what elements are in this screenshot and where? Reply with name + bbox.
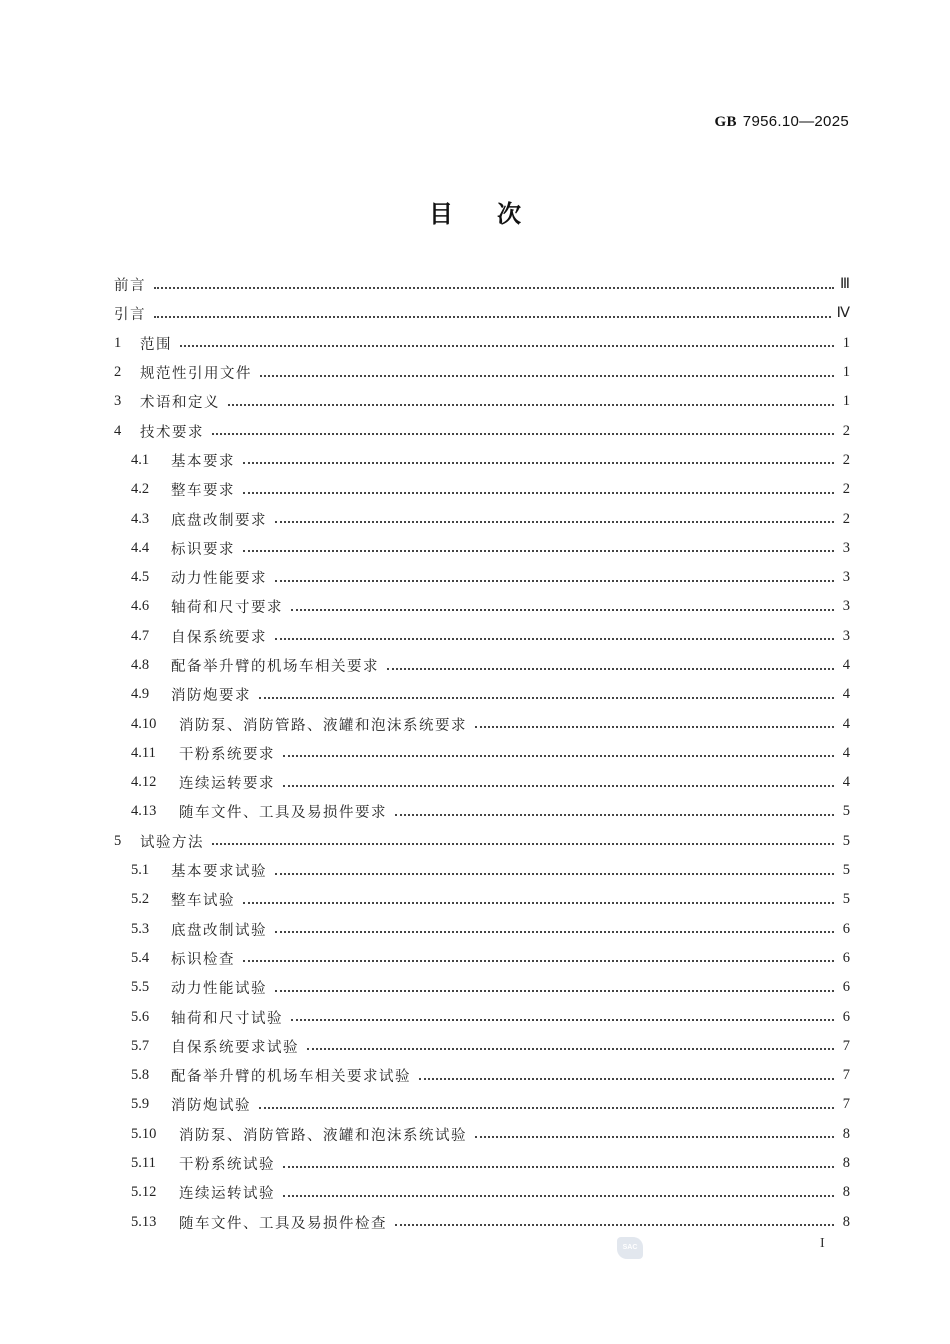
toc-entry-title: 配备举升臂的机场车相关要求	[171, 659, 379, 675]
toc-entry[interactable]	[114, 1061, 850, 1090]
toc-entry-number: 5.12	[131, 1184, 157, 1201]
toc-entry-number: 4.5	[131, 569, 150, 586]
toc-entry[interactable]	[114, 1178, 850, 1207]
dot-leader	[259, 1107, 834, 1109]
dot-leader	[180, 345, 834, 347]
toc-entry[interactable]	[114, 622, 850, 651]
dot-leader	[275, 580, 834, 582]
toc-entry-number: 5.13	[131, 1213, 157, 1230]
toc-entry-number: 3	[114, 393, 122, 410]
toc-entry-page: 4	[842, 774, 850, 791]
toc-entry-number: 5.1	[131, 862, 150, 879]
dot-leader	[475, 1136, 834, 1138]
toc-entry-title: 标识检查	[171, 951, 235, 968]
toc-entry-page: 5	[842, 891, 850, 908]
standard-number: 7956.10—2025	[742, 113, 849, 130]
toc-entry[interactable]	[114, 1149, 850, 1178]
toc-entry[interactable]	[114, 504, 850, 533]
dot-leader	[228, 404, 834, 406]
toc-entry-page: 2	[842, 422, 850, 439]
toc-entry-title: 基本要求	[171, 453, 235, 470]
toc-entry-page: 8	[842, 1125, 850, 1142]
toc-entry-title: 连续运转试验	[179, 1186, 275, 1203]
toc-entry-page: 3	[842, 569, 850, 586]
dot-leader	[291, 609, 834, 611]
toc-entry[interactable]	[114, 1032, 850, 1061]
toc-entry-title: 轴荷和尺寸要求	[171, 600, 283, 617]
toc-entry-title: 底盘改制试验	[171, 922, 267, 939]
toc-entry-page: 6	[842, 979, 850, 996]
toc-entry[interactable]	[114, 973, 850, 1002]
toc-entry-number: 5.11	[131, 1155, 156, 1172]
toc-entry-number: 4.2	[131, 481, 150, 498]
dot-leader	[275, 873, 834, 875]
toc-entry-page: 6	[842, 949, 850, 966]
toc-entry-title: 整车要求	[171, 483, 235, 500]
toc-entry-title: 术语和定义	[140, 395, 220, 412]
toc-entry-page: 4	[842, 744, 850, 761]
toc-entry-page: 2	[842, 451, 850, 468]
dot-leader	[283, 785, 834, 787]
toc-entry-title: 动力性能试验	[171, 981, 267, 998]
toc-entry-number: 4.9	[131, 686, 150, 703]
toc-entry-page: 1	[842, 364, 850, 381]
toc-entry-title: 自保系统要求试验	[171, 1039, 299, 1056]
toc-entry-page: 6	[842, 920, 850, 937]
toc-entry-title: 基本要求试验	[171, 864, 267, 881]
toc-entry[interactable]	[114, 446, 850, 475]
toc-entry-page: 5	[842, 832, 850, 849]
toc-entry-number: 4.12	[131, 774, 157, 791]
dot-leader	[275, 990, 834, 992]
toc-entry[interactable]	[114, 1090, 850, 1119]
toc-entry[interactable]	[114, 797, 850, 826]
dot-leader	[275, 638, 834, 640]
toc-entry-title: 消防炮试验	[171, 1098, 251, 1115]
toc-entry-page: 7	[842, 1096, 850, 1113]
toc-entry-number: 5.9	[131, 1096, 150, 1113]
toc-entry-number: 2	[114, 364, 122, 381]
toc-entry-number: 4.8	[131, 657, 150, 673]
toc-entry-title: 干粉系统试验	[179, 1157, 275, 1174]
toc-entry-page: 4	[842, 657, 850, 673]
toc-entry-title: 整车试验	[171, 893, 235, 910]
toc-entry-page: Ⅳ	[836, 305, 850, 322]
dot-leader	[212, 433, 834, 435]
toc-entry-number: 4.6	[131, 598, 150, 615]
dot-leader	[243, 492, 834, 494]
toc-entry[interactable]	[114, 885, 850, 914]
sac-logo	[617, 1237, 643, 1259]
toc-entry-title: 引言	[114, 307, 146, 324]
toc-entry[interactable]	[114, 329, 850, 358]
toc-entry[interactable]	[114, 358, 850, 387]
toc-entry-title: 随车文件、工具及易损件检查	[179, 1215, 387, 1232]
toc-entry-number: 5.5	[131, 979, 150, 996]
dot-leader	[154, 316, 831, 318]
dot-leader	[475, 726, 834, 728]
page-number: I	[820, 1236, 825, 1251]
toc-entry-title: 试验方法	[140, 834, 204, 851]
toc-entry-title: 消防泵、消防管路、液罐和泡沫系统试验	[179, 1127, 467, 1144]
toc-entry-number: 4.11	[131, 744, 156, 761]
toc-entry-title: 范围	[140, 336, 172, 353]
dot-leader	[283, 1195, 834, 1197]
toc-entry-page: 8	[842, 1184, 850, 1201]
toc-entry[interactable]	[114, 299, 850, 328]
dot-leader	[243, 902, 834, 904]
toc-entry-number: 5.4	[131, 949, 150, 966]
toc-entry-number: 4.1	[131, 451, 150, 468]
toc-entry-number: 4.13	[131, 803, 157, 820]
toc-entry-number: 4.4	[131, 539, 150, 556]
toc-entry-page: 8	[842, 1155, 850, 1172]
page-title: 目次	[429, 199, 565, 228]
toc-entry-number: 5	[114, 832, 122, 849]
dot-leader	[387, 668, 834, 670]
toc-entry-number: 4.10	[131, 715, 157, 732]
toc-entry-page: 7	[842, 1067, 850, 1084]
toc-entry-page: 8	[842, 1213, 850, 1230]
toc-entry[interactable]	[114, 1002, 850, 1031]
toc-entry-title: 随车文件、工具及易损件要求	[179, 805, 387, 822]
toc-entry-title: 动力性能要求	[171, 571, 267, 588]
dot-leader	[275, 521, 834, 523]
toc-entry[interactable]	[114, 475, 850, 504]
toc-entry-number: 5.6	[131, 1008, 150, 1025]
dot-leader	[283, 1166, 834, 1168]
toc-entry-number: 5.7	[131, 1037, 150, 1054]
toc-entry-title: 自保系统要求	[171, 629, 267, 646]
dot-leader	[395, 814, 834, 816]
toc-entry-title: 干粉系统要求	[179, 746, 275, 763]
dot-leader	[260, 375, 834, 377]
toc-entry-page: 2	[842, 510, 850, 527]
toc-entry[interactable]	[114, 1120, 850, 1149]
toc-entry[interactable]	[114, 387, 850, 416]
standard-prefix: GB	[714, 114, 737, 130]
toc-entry-title: 配备举升臂的机场车相关要求试验	[171, 1069, 411, 1086]
dot-leader	[395, 1224, 834, 1226]
dot-leader	[419, 1078, 834, 1080]
dot-leader	[243, 960, 834, 962]
dot-leader	[275, 931, 834, 933]
toc-entry-page: 3	[842, 539, 850, 556]
toc-entry[interactable]	[114, 915, 850, 944]
dot-leader	[283, 755, 834, 757]
toc-entry-page: 6	[842, 1008, 850, 1025]
toc-entry[interactable]	[114, 827, 850, 856]
toc-entry[interactable]	[114, 592, 850, 621]
toc-entry-page: 4	[842, 715, 850, 732]
toc-entry[interactable]	[114, 768, 850, 797]
toc-entry-number: 5.3	[131, 920, 150, 937]
dot-leader	[291, 1019, 834, 1021]
toc-entry-page: Ⅲ	[840, 276, 850, 293]
toc-entry-number: 5.10	[131, 1125, 157, 1142]
table-of-contents	[114, 270, 850, 1237]
toc-entry-number: 4.7	[131, 627, 150, 644]
toc-entry-page: 5	[842, 803, 850, 820]
dot-leader	[259, 697, 834, 699]
toc-entry[interactable]	[114, 563, 850, 592]
dot-leader	[243, 462, 834, 464]
toc-entry-page: 1	[842, 393, 850, 410]
toc-entry[interactable]	[114, 270, 850, 299]
toc-entry[interactable]	[114, 944, 850, 973]
toc-entry[interactable]	[114, 1208, 850, 1237]
toc-entry-title: 消防炮要求	[171, 688, 251, 705]
standard-code	[715, 113, 849, 131]
toc-entry[interactable]	[114, 534, 850, 563]
toc-entry-title: 技术要求	[140, 424, 204, 441]
toc-entry-number: 4	[114, 422, 122, 439]
toc-entry-title: 前言	[114, 278, 146, 295]
toc-entry-page: 3	[842, 627, 850, 644]
toc-entry[interactable]	[114, 709, 850, 738]
toc-entry-page: 7	[842, 1037, 850, 1054]
dot-leader	[212, 843, 834, 845]
toc-entry-number: 1	[114, 334, 122, 351]
toc-entry-number: 5.8	[131, 1067, 150, 1084]
toc-entry[interactable]	[114, 416, 850, 445]
toc-entry-page: 3	[842, 598, 850, 615]
logo-text: SAC	[622, 1244, 638, 1251]
toc-entry-page: 1	[842, 334, 850, 351]
toc-entry-number: 5.2	[131, 891, 150, 908]
toc-entry-title: 轴荷和尺寸试验	[171, 1010, 283, 1027]
toc-entry-page: 5	[842, 862, 850, 879]
toc-entry-title: 底盘改制要求	[171, 512, 267, 529]
toc-entry-number: 4.3	[131, 510, 150, 527]
toc-entry-title: 连续运转要求	[179, 776, 275, 793]
toc-entry[interactable]	[114, 856, 850, 885]
dot-leader	[243, 550, 834, 552]
dot-leader	[307, 1048, 834, 1050]
toc-entry-page: 2	[842, 481, 850, 498]
toc-entry-title: 消防泵、消防管路、液罐和泡沫系统要求	[179, 717, 467, 734]
toc-entry-title: 标识要求	[171, 541, 235, 558]
toc-entry[interactable]	[114, 651, 850, 680]
toc-entry[interactable]	[114, 680, 850, 709]
toc-entry-title: 规范性引用文件	[140, 366, 252, 383]
dot-leader	[154, 287, 834, 289]
toc-entry[interactable]	[114, 739, 850, 768]
toc-entry-page: 4	[842, 686, 850, 703]
